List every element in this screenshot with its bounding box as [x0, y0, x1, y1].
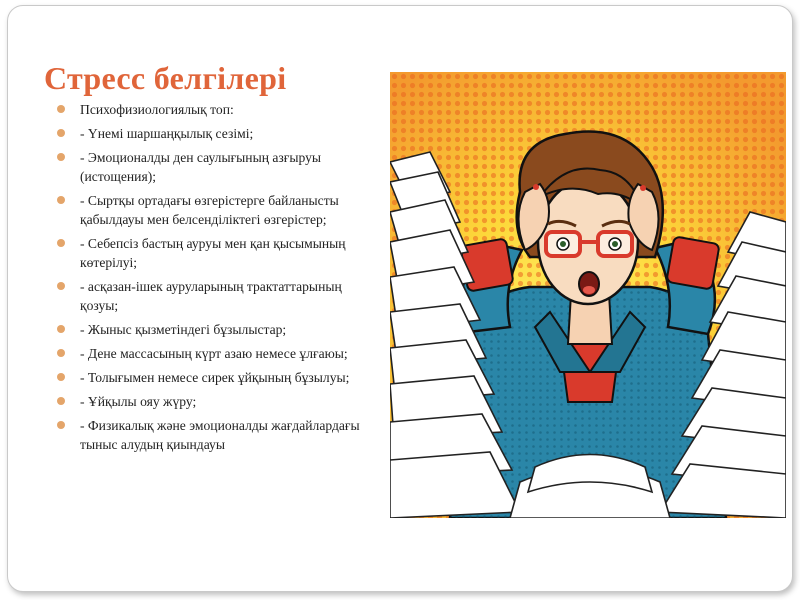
bullet-text: - Себепсіз бастың ауруы мен қан қысымының көтерілуі;: [80, 236, 346, 270]
bullet-text: - Толығымен немесе сирек ұйқының бұзылуы;: [80, 370, 350, 385]
bullet-item: [54, 392, 372, 411]
bullet-dot-icon: [57, 349, 65, 357]
bullet-text: - асқазан-ішек ауруларының трактаттарының қозуы;: [80, 279, 342, 313]
bullet-item: [54, 148, 372, 186]
bullet-item: [54, 416, 372, 454]
bullet-text: - Ұйқылы ояу жүру;: [80, 394, 197, 409]
bullet-text: Психофизиологиялық топ:: [80, 102, 234, 117]
bullet-text: - Физикалық және эмоционалды жағдайлардағы тыныс алудың қиындауы: [80, 418, 360, 452]
bullet-dot-icon: [57, 421, 65, 429]
bullet-dot-icon: [57, 282, 65, 290]
bullet-item: [54, 191, 372, 229]
bullet-dot-icon: [57, 153, 65, 161]
bullet-dot-icon: [57, 397, 65, 405]
bullet-text: - Сыртқы ортадағы өзгерістерге байланысты қабылдауы мен белсенділіктегі өзгерістер;: [80, 193, 339, 227]
bullet-item: [54, 368, 372, 387]
stress-illustration: [390, 72, 786, 518]
bullet-dot-icon: [57, 129, 65, 137]
bullet-item: [54, 100, 372, 119]
bullet-list: [54, 100, 372, 459]
bullet-item: [54, 124, 372, 143]
bullet-dot-icon: [57, 373, 65, 381]
bullet-dot-icon: [57, 196, 65, 204]
bullet-dot-icon: [57, 105, 65, 113]
bullet-text: - Эмоционалды ден саулығының азғыруы (истощения);: [80, 150, 322, 184]
bullet-item: [54, 277, 372, 315]
bullet-text: - Жыныс қызметіндегі бұзылыстар;: [80, 322, 287, 337]
bullet-item: [54, 234, 372, 272]
slide-title: Стресс белгілері: [44, 60, 287, 96]
bullet-item: [54, 320, 372, 339]
bullet-dot-icon: [57, 325, 65, 333]
bullet-text: - Үнемі шаршаңқылық сезімі;: [80, 126, 254, 141]
bullet-text: - Дене массасының күрт азаю немесе ұлғаюы;: [80, 346, 348, 361]
stressed-woman-icon: [390, 72, 786, 518]
bullet-dot-icon: [57, 239, 65, 247]
bullet-item: [54, 344, 372, 363]
